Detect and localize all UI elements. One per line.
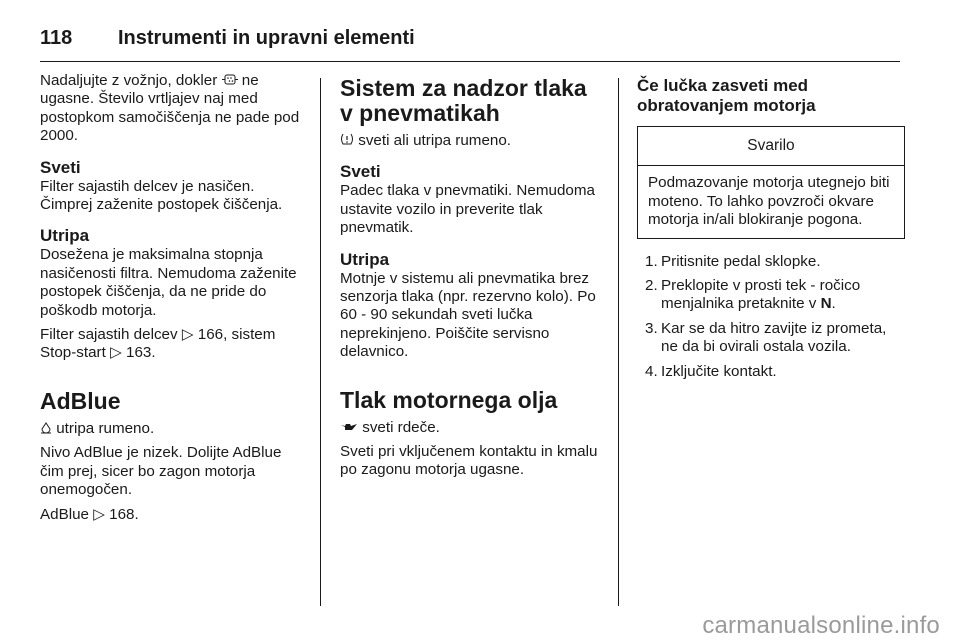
list-item: 2. Preklopite v prosti tek - ročico menjalnika pretaknite v N. bbox=[645, 277, 861, 313]
tpms-heading: Sistem za nadzor tlaka v pnevmatikah bbox=[340, 75, 587, 126]
adblue-icon bbox=[40, 422, 52, 434]
adblue-reference: AdBlue ▷ 168. bbox=[40, 505, 139, 523]
page-ref-arrow-icon: ▷ bbox=[93, 505, 105, 523]
page-number: 118 bbox=[40, 26, 73, 49]
cross-reference: Filter sajastih delcev ▷ 166, sistem Stop-start ▷ 163. bbox=[40, 326, 276, 362]
page-ref-arrow-icon: ▷ bbox=[181, 326, 194, 344]
engine-running-heading: Če lučka zasveti med obratovanjem motorja bbox=[637, 76, 816, 115]
chapter-title: Instrumenti in upravni elementi bbox=[118, 26, 415, 49]
oil-pressure-heading: Tlak motornega olja bbox=[340, 386, 558, 413]
header-divider bbox=[40, 61, 900, 62]
tpms-sveti-heading: Sveti bbox=[340, 162, 381, 182]
particulate-filter-icon bbox=[222, 73, 238, 86]
list-item: 3. Kar se da hitro zavijte iz prometa, ne da bi ovirali ostala vozila. bbox=[645, 319, 887, 356]
intro-paragraph: Nadaljujte z vožnjo, dokler ne ugasne. Število vrtljajev naj med postopkom samočiščenja ne pade pod 2000. bbox=[40, 72, 300, 145]
adblue-status: utripa rumeno. bbox=[40, 420, 304, 438]
tire-pressure-icon bbox=[340, 133, 354, 146]
utripa-heading: Utripa bbox=[40, 226, 90, 246]
page-ref-arrow-icon: ▷ bbox=[110, 344, 122, 362]
tpms-sveti-text: Padec tlaka v pnevmatiki. Nemudoma ustavite vozilo in preverite tlak pnevmatik. bbox=[340, 182, 595, 237]
page-header bbox=[40, 18, 900, 58]
column-divider-1 bbox=[320, 78, 321, 606]
oil-pressure-status: sveti rdeče. bbox=[340, 419, 604, 437]
steps-list bbox=[637, 253, 905, 381]
list-item: 4. Izključite kontakt. bbox=[645, 362, 777, 380]
sveti-heading: Sveti bbox=[40, 157, 81, 177]
column-divider-2 bbox=[618, 78, 619, 606]
warning-title: Svarilo bbox=[638, 127, 904, 166]
warning-box bbox=[637, 126, 905, 239]
warning-text: Podmazovanje motorja utegnejo biti moteno. To lahko povzroči okvare motorja in/ali blokiranje pogona. bbox=[648, 174, 890, 229]
column-middle bbox=[340, 72, 604, 486]
list-item: 1. Pritisnite pedal sklopke. bbox=[645, 252, 821, 270]
sveti-text: Filter sajastih delcev je nasičen. Čimprej zaženite postopek čiščenja. bbox=[40, 177, 283, 214]
utripa-text: Dosežena je maksimalna stopnja nasičenosti filtra. Nemudoma zaženite postopek čiščenja, da ne pride do poškodb motorja. bbox=[40, 246, 297, 319]
oil-can-icon bbox=[340, 422, 358, 432]
adblue-text: Nivo AdBlue je nizek. Dolijte AdBlue čim prej, sicer bo zagon motorja onemogočen. bbox=[40, 444, 282, 499]
tpms-utripa-heading: Utripa bbox=[340, 249, 390, 269]
watermark: carmanualsonline.info bbox=[702, 612, 940, 639]
column-right bbox=[637, 72, 905, 387]
oil-pressure-text: Sveti pri vključenem kontaktu in kmalu po zagonu motorja ugasne. bbox=[340, 443, 598, 479]
tpms-status: sveti ali utripa rumeno. bbox=[340, 132, 604, 150]
tpms-utripa-text: Motnje v sistemu ali pnevmatika brez senzorja tlaka (npr. rezervno kolo). Po 60 - 90 sekundah sveti lučka neprekinjeno. Poiščite servisno delavnico. bbox=[340, 269, 596, 361]
adblue-heading: AdBlue bbox=[40, 387, 121, 414]
column-left bbox=[40, 72, 304, 530]
